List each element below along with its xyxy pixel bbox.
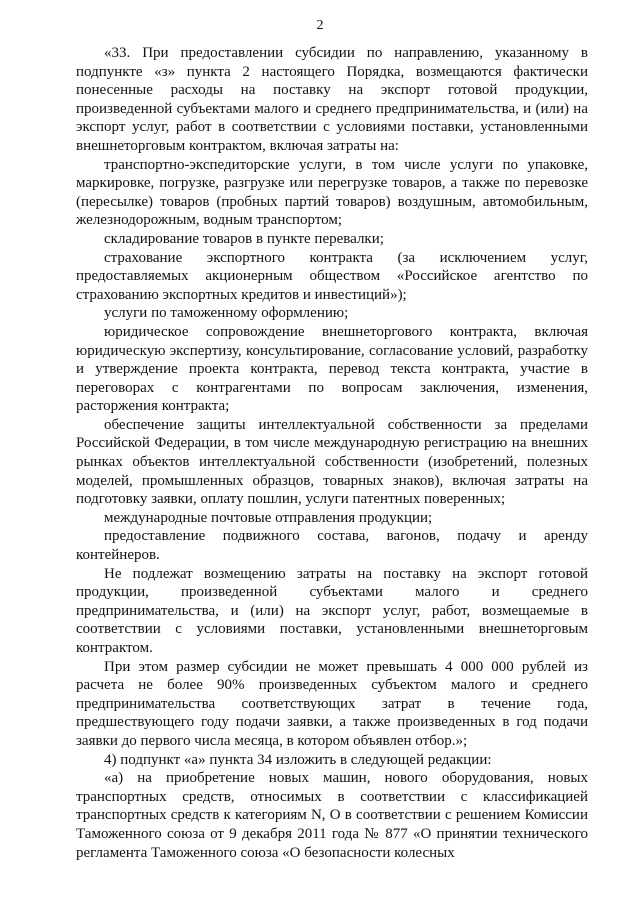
paragraph-ip-protection: обеспечение защиты интеллектуальной собственности за пределами Российской Федерации, в том числе международную регистрацию на внешних рынках объектов интеллектуальной собственности (изобретений, полезных моделей, промышленных образцов, товарных знаков), включая затраты на подготовку заявки, оплату пошлин, услуги патентных поверенных; xyxy=(76,416,588,508)
paragraph-transport-services: транспортно-экспедиторские услуги, в том числе услуги по упаковке, маркировке, погрузке, разгрузке или перегрузке товаров, а также по перевозке (пересылке) товаров (пробных партий товаров) воздушным, автомобильным, железнодорожным, водным транспортом; xyxy=(76,156,588,229)
paragraph-item-4: 4) подпункт «а» пункта 34 изложить в следующей редакции: xyxy=(104,751,492,768)
page-number: 2 xyxy=(316,18,324,33)
paragraph-rolling-stock: предоставление подвижного состава, вагонов, подачу и аренду контейнеров. xyxy=(76,528,588,564)
paragraph-subsidy-limit: При этом размер субсидии не может превышать 4 000 000 рублей из расчета не более 90% произведенных субъектом малого и среднего предпринимательства соответствующих затрат в течение года, предшествующего году подачи заявки, а также произведенных в год подачи заявки до первого числа месяца, в котором объявлен отбор.»; xyxy=(76,658,588,749)
paragraph-subsidy-clause-33: «33. При предоставлении субсидии по направлению, указанному в подпункте «з» пункта 2 настоящего Порядка, возмещаются фактически понесенные расходы на поставку на экспорт готовой продукции, произведенной субъектами малого и среднего предпринимательства, и (или) на экспорт услуг, работ в соответствии с условиями поставки, установленными внешнеторговым контрактом, включая затраты на: xyxy=(76,45,588,154)
paragraph-legal-support: юридическое сопровождение внешнеторгового контракта, включая юридическую экспертизу, консультирование, согласование условий, разработку и утверждение проекта контракта, перевод текста контракта, участие в переговорах с контрагентами по вопросам заключения, изменения, расторжения контракта; xyxy=(76,323,588,415)
document-body xyxy=(76,44,588,862)
paragraph-customs: услуги по таможенному оформлению; xyxy=(104,305,349,322)
paragraph-subitem-a: «а) на приобретение новых машин, нового оборудования, новых транспортных средств, относимых в соответствии с классификацией транспортных средств к категориям N, O в соответствии с решением Комиссии Таможенного союза от 9 декабря 2011 года № 877 «О принятии технического регламента Таможенного союза «О безопасности колесных xyxy=(76,770,588,861)
paragraph-insurance: страхование экспортного контракта (за исключением услуг, предоставляемых акционерным обществом «Российское агентство по страхованию экспортных кредитов и инвестиций»); xyxy=(76,249,588,303)
paragraph-postal: международные почтовые отправления продукции; xyxy=(104,509,433,526)
paragraph-warehousing: складирование товаров в пункте перевалки; xyxy=(104,230,384,247)
paragraph-non-reimbursable: Не подлежат возмещению затраты на поставку на экспорт готовой продукции, произведенной субъектами малого и среднего предпринимательства, и (или) на экспорт услуг, работ, возмещаемые в соответствии с условиями поставки, установленными внешнеторговым контрактом. xyxy=(76,565,588,656)
